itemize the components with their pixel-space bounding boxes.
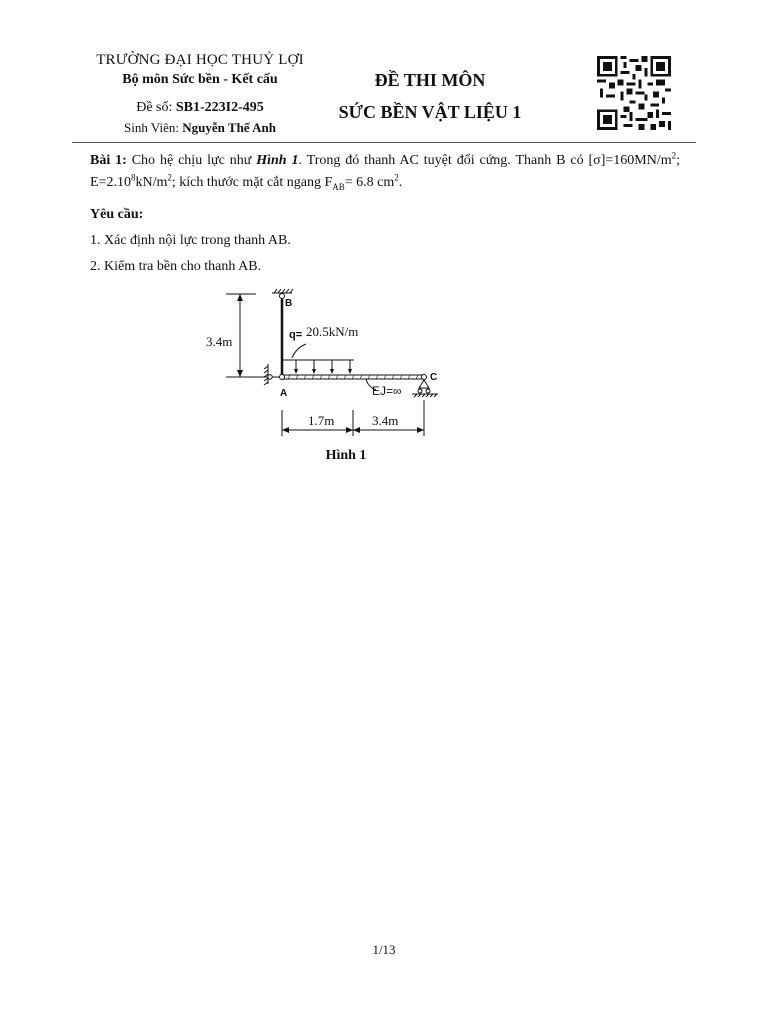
problem-sup-1: 2: [671, 150, 677, 161]
exam-number-value: SB1-223I2-495: [175, 100, 264, 115]
problem-text-c: ; E=2.10: [90, 153, 680, 190]
department-name: Bộ môn Sức bền - Kết cấu: [122, 72, 278, 87]
support-a-pin: [268, 375, 272, 379]
problem-text-f: = 6.8 cm: [344, 175, 395, 190]
problem-sup-2: 8: [130, 172, 136, 183]
load-leader: [292, 344, 306, 358]
span1-arrow-right: [346, 427, 353, 433]
structure-figure: [196, 284, 456, 444]
problem-sup-3: 2: [167, 172, 172, 183]
problem-text-b: . Trong đó thanh AC tuyệt đối cứng. Thanh B có [σ]=160MN/m: [298, 153, 672, 168]
problem-label: Bài 1:: [90, 153, 127, 168]
student-label: Sinh Viên:: [124, 120, 183, 135]
problem-text-a: Cho hệ chịu lực như: [126, 153, 257, 168]
figure-caption: Hình 1: [325, 448, 367, 463]
figure-reference: Hình 1: [256, 153, 299, 168]
support-a-hatch: [264, 366, 268, 385]
load-arrows: [294, 360, 352, 374]
header-left: [70, 50, 330, 138]
problem-body: [90, 150, 680, 278]
requirement-item-1: 1. Xác định nội lực trong thanh AB.: [90, 233, 291, 248]
support-b-hatch: [274, 289, 293, 293]
problem-text-g: .: [398, 175, 403, 190]
joint-c: [422, 375, 427, 380]
problem-text-d: kN/m: [135, 175, 168, 190]
span1-label: 1.7m: [308, 413, 335, 428]
exam-title-line2: SỨC BỀN VẬT LIỆU 1: [338, 102, 522, 122]
joint-b: [280, 294, 285, 299]
requirements-heading: Yêu cầu:: [90, 207, 144, 222]
span1-arrow-left: [282, 427, 289, 433]
load-value: 20.5kN/m: [306, 324, 359, 339]
span2-label: 3.4m: [372, 413, 399, 428]
span2-arrow-left: [353, 427, 360, 433]
exam-title-line1: ĐỀ THI MÔN: [374, 70, 486, 90]
exam-number-label: Đề số:: [136, 100, 176, 115]
height-dim-arrow-bottom: [237, 370, 243, 377]
requirement-item-2: 2. Kiểm tra bền cho thanh AB.: [90, 259, 262, 274]
span2-arrow-right: [417, 427, 424, 433]
label-c: C: [430, 372, 438, 383]
header-divider: [72, 142, 696, 143]
support-c-roller-2: [426, 389, 430, 393]
label-a: A: [280, 388, 288, 399]
problem-sup-4: 2: [394, 172, 399, 183]
label-b: B: [285, 298, 293, 309]
page-number: 1/13: [372, 942, 396, 957]
support-c-roller-1: [418, 389, 422, 393]
exam-number: [70, 98, 330, 118]
problem-sub-1: AB: [332, 181, 345, 192]
qr-code-icon: [597, 56, 671, 130]
stiffness-label: EJ=∞: [372, 384, 402, 398]
joint-a: [280, 375, 285, 380]
support-c-triangle: [419, 380, 429, 388]
problem-text-e: ; kích thước mặt cắt ngang F: [171, 175, 333, 190]
student-name: Nguyễn Thế Anh: [182, 120, 276, 135]
load-prefix: q=: [289, 329, 303, 341]
problem-statement: [90, 150, 680, 194]
school-name: TRƯỜNG ĐẠI HỌC THUỶ LỢI: [96, 52, 304, 68]
height-label: 3.4m: [206, 334, 233, 349]
student-line: [70, 118, 330, 138]
height-dim-arrow-top: [237, 294, 243, 301]
exam-title: [300, 64, 560, 128]
